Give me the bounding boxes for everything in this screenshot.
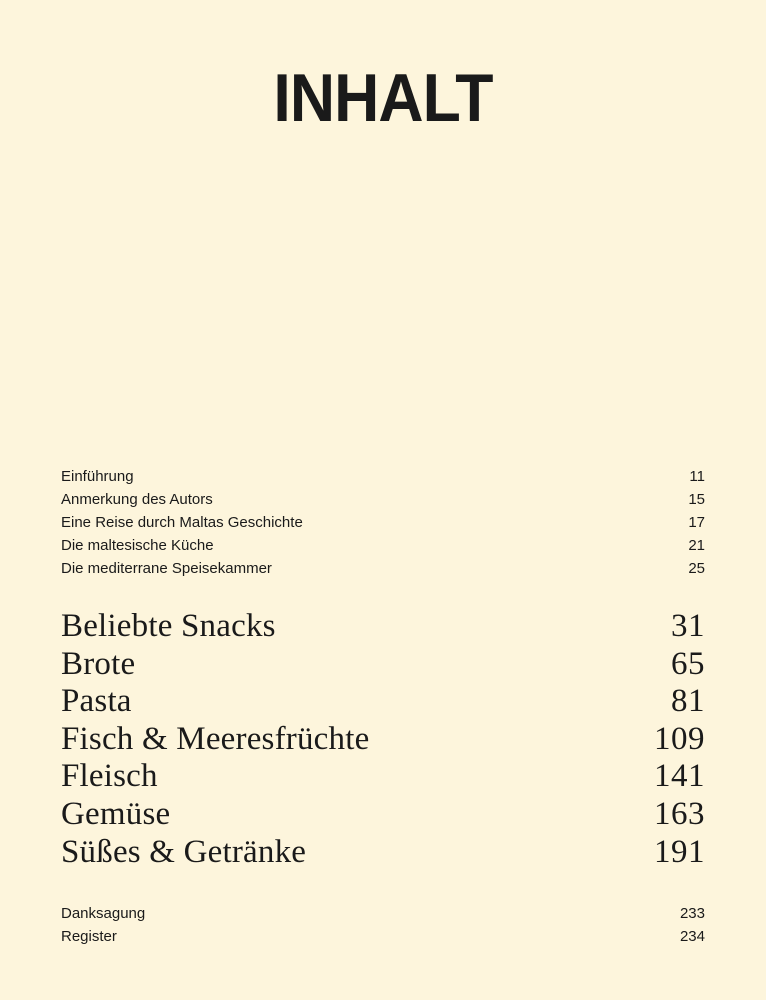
toc-chapter-page: 191 bbox=[654, 833, 705, 870]
toc-chapter-suesses-getraenke[interactable] bbox=[61, 834, 705, 872]
toc-chapter-label: Süßes & Getränke bbox=[61, 833, 307, 870]
toc-entry-label: Register bbox=[61, 928, 117, 945]
toc-chapter-label: Pasta bbox=[61, 683, 132, 720]
toc-chapter-label: Fleisch bbox=[61, 758, 158, 795]
toc-entry-einfuehrung[interactable] bbox=[61, 465, 705, 488]
toc-entry-page: 233 bbox=[679, 905, 705, 922]
toc-entry-reise-durch-maltas-geschichte[interactable] bbox=[61, 511, 705, 534]
toc-chapter-label: Gemüse bbox=[61, 795, 171, 832]
toc-entry-label: Die maltesische Küche bbox=[61, 537, 214, 554]
toc-entry-page: 25 bbox=[688, 560, 705, 577]
toc-chapter-page: 81 bbox=[671, 683, 705, 720]
toc-chapter-beliebte-snacks[interactable] bbox=[61, 608, 705, 646]
toc-entry-label: Anmerkung des Autors bbox=[61, 491, 213, 508]
toc-intro-section bbox=[61, 465, 705, 580]
toc-entry-mediterrane-speisekammer[interactable] bbox=[61, 557, 705, 580]
toc-entry-danksagung[interactable] bbox=[61, 902, 705, 925]
page-title: INHALT bbox=[273, 60, 493, 136]
toc-chapter-page: 65 bbox=[671, 645, 705, 682]
toc-back-matter-section bbox=[61, 902, 705, 948]
toc-chapter-page: 163 bbox=[654, 795, 705, 832]
toc-entry-page: 11 bbox=[689, 468, 705, 485]
toc-chapter-label: Brote bbox=[61, 645, 136, 682]
toc-entry-page: 21 bbox=[688, 537, 705, 554]
toc-entry-label: Danksagung bbox=[61, 905, 146, 922]
toc-chapter-gemuese[interactable] bbox=[61, 796, 705, 834]
toc-chapters-section bbox=[61, 608, 705, 871]
toc-chapter-pasta[interactable] bbox=[61, 683, 705, 721]
toc-entry-page: 17 bbox=[688, 514, 705, 531]
toc-entry-page: 234 bbox=[679, 928, 705, 945]
toc-chapter-fleisch[interactable] bbox=[61, 758, 705, 796]
toc-chapter-page: 141 bbox=[654, 758, 705, 795]
toc-entry-label: Einführung bbox=[61, 468, 134, 485]
toc-chapter-fisch-meeresfruechte[interactable] bbox=[61, 721, 705, 759]
toc-entry-maltesische-kueche[interactable] bbox=[61, 534, 705, 557]
toc-entry-label: Die mediterrane Speisekammer bbox=[61, 560, 272, 577]
toc-entry-page: 15 bbox=[688, 491, 705, 508]
toc-entry-register[interactable] bbox=[61, 925, 705, 948]
toc-chapter-brote[interactable] bbox=[61, 646, 705, 684]
toc-entry-label: Eine Reise durch Maltas Geschichte bbox=[61, 514, 303, 531]
toc-chapter-page: 109 bbox=[654, 720, 705, 757]
toc-chapter-label: Beliebte Snacks bbox=[61, 608, 276, 644]
toc-entry-anmerkung-des-autors[interactable] bbox=[61, 488, 705, 511]
toc-chapter-page: 31 bbox=[671, 608, 705, 644]
toc-chapter-label: Fisch & Meeresfrüchte bbox=[61, 720, 370, 757]
